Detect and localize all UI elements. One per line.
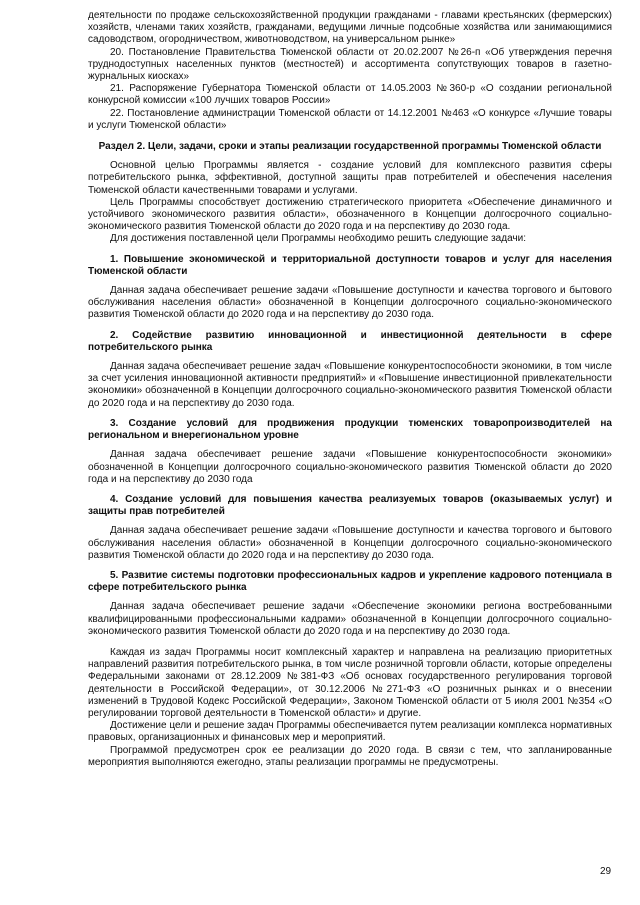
task-1-title: 1. Повышение экономической и территориальной доступности товаров и услуг для населения Тюменской области xyxy=(88,253,612,277)
list-item-22: 22. Постановление администрации Тюменской области от 14.12.2001 №463 «О конкурсе «Лучшие товары и услуги Тюменской области» xyxy=(88,107,612,131)
document-page xyxy=(88,10,612,769)
task-4-title: 4. Создание условий для повышения качества реализуемых товаров (оказываемых услуг) и защиты прав потребителей xyxy=(88,493,612,518)
task-2-text: Данная задача обеспечивает решение задач «Повышение конкурентоспособности экономики, в том числе за счет усиления инновационной активности предприятий» и «Повышение инвестиционной привлекательности экономики» обозначенной в Концепции долгосрочного социально-экономического развития Тюменской области до 2020 года и на перспективу до 2030 года. xyxy=(88,361,612,409)
task-3-title: 3. Создание условий для продвижения продукции тюменских товаропроизводителей на региональном и внерегиональном уровне xyxy=(88,417,612,442)
closing-timeline: Программой предусмотрен срок ее реализации до 2020 года. В связи с тем, что запланированные мероприятия выполняются ежегодно, этапы реализации программы не предусмотрены. xyxy=(88,744,612,768)
list-item-20: 20. Постановление Правительства Тюменской области от 20.02.2007 №26-п «Об утверждения перечня труднодоступных населенных пунктов (местностей) и ассортимента сопутствующих товаров в газетно-журнальных киосках» xyxy=(88,46,612,83)
closing-measures: Достижение цели и решение задач Программы обеспечивается путем реализации комплекса нормативных правовых, организационных и финансовых мер и мероприятий. xyxy=(88,720,612,744)
task-2-title: 2. Содействие развитию инновационной и инвестиционной деятельности в сфере потребительского рынка xyxy=(88,329,612,353)
task-1-text: Данная задача обеспечивает решение задачи «Повышение доступности и качества торгового и бытового обслуживания населения области» обозначенной в Концепции долгосрочного социально-экономического развития Тюменской области до 2020 года и на перспективу до 2030 года. xyxy=(88,285,612,321)
closing-laws: Каждая из задач Программы носит комплексный характер и направлена на реализацию приоритетных направлений развития потребительского рынка, в том числе розничной торговли области, которые определены Федеральными законами от 28.12.2009 №381-ФЗ «Об основах государственного регулирования торговой деятельности в Российской Федерации», от 30.12.2006 №271-ФЗ «О розничных рынках и о внесении изменений в Трудовой Кодекс Российской Федерации», Законом Тюменской области от 5 июля 2001 №354 «О регулировании торговой деятельности в Тюменской области» и другие. xyxy=(88,646,612,719)
intro-goal: Основной целью Программы является - создание условий для комплексного развития сферы потребительского рынка, эффективной, доступной защиты прав потребителей и обеспечения населения Тюменской области качественными товарами и услугами. xyxy=(88,160,612,196)
task-5-title: 5. Развитие системы подготовки профессиональных кадров и укрепление кадрового потенциала в сфере потребительского рынка xyxy=(88,569,612,594)
task-5-text: Данная задача обеспечивает решение задачи «Обеспечение экономики региона востребованными квалифицированными профессиональными кадрами» обозначенной в Концепции долгосрочного социально-экономического развития Тюменской области до 2020 года и на перспективу до 2030 года. xyxy=(88,601,612,637)
paragraph-continuation: деятельности по продаже сельскохозяйственной продукции гражданами - главами крестьянских (фермерских) хозяйств, членами таких хозяйств, гражданами, ведущими личные подсобные хозяйства или занимающимися садоводством, огородничеством, животноводством, на универсальном рынке» xyxy=(88,10,612,46)
task-4-text: Данная задача обеспечивает решение задачи «Повышение доступности и качества торгового и бытового обслуживания населения области» обозначенной в Концепции долгосрочного социально-экономического развития Тюменской области до 2020 года и на перспективу до 2030 года. xyxy=(88,525,612,561)
intro-priority: Цель Программы способствует достижению стратегического приоритета «Обеспечение динамичного и устойчивого экономического развития области», обозначенного в Концепции долгосрочного социально-экономического развития Тюменской области до 2020 года и на перспективу до 2030 года. xyxy=(88,196,612,233)
page-number: 29 xyxy=(600,866,612,877)
intro-tasks-lead: Для достижения поставленной цели Программы необходимо решить следующие задачи: xyxy=(110,233,526,245)
task-3-text: Данная задача обеспечивает решение задачи «Повышение конкурентоспособности экономики» обозначенной в Концепции долгосрочного социально-экономического развития Тюменской области до 2020 года и на перспективу до 2030 года xyxy=(88,449,612,485)
section-title: Раздел 2. Цели, задачи, сроки и этапы реализации государственной программы Тюменской области xyxy=(98,141,602,153)
list-item-21: 21. Распоряжение Губернатора Тюменской области от 14.05.2003 №360-р «О создании региональной конкурсной комиссии «100 лучших товаров России» xyxy=(88,83,612,107)
